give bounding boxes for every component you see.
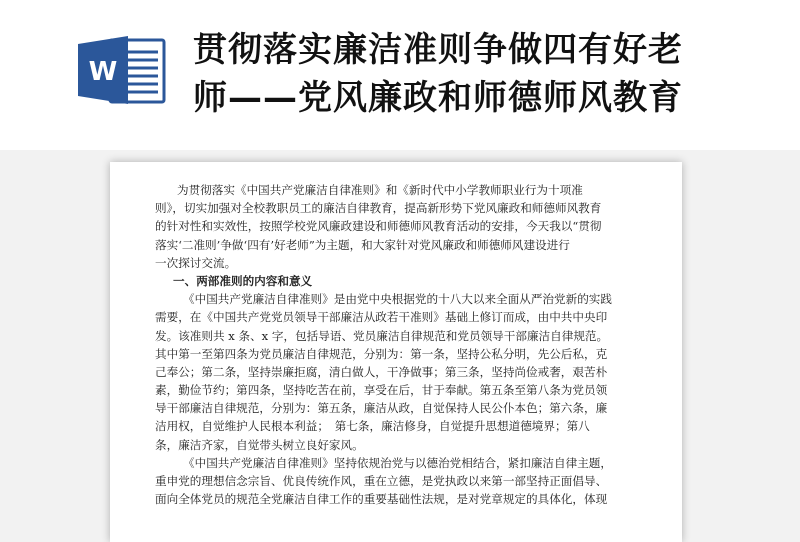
doc-line-5: 一次探讨交流。	[155, 255, 237, 270]
header-banner	[0, 0, 800, 150]
page-title	[193, 26, 793, 122]
doc-line-17: 重申党的理想信念宗旨、优良传统作风，重在立德，是党执政以来第一部坚持正面倡导、	[155, 474, 608, 488]
doc-line-4: 落实‘二准则’争做‘四有’好老师”为主题，和大家针对党风廉政和师德师风建设进行	[155, 237, 570, 252]
title-line-1: 贯彻落实廉洁准则争做四有好老	[193, 30, 683, 70]
doc-line-14: 洁用权，自觉维护人民根本利益； 第七条，廉洁修身，自觉提升思想道德境界；第八	[155, 419, 590, 434]
doc-line-12: 素，勤俭节约；第四条，坚持吃苦在前，享受在后，甘于奉献。第五条至第八条为党员领	[155, 383, 608, 398]
doc-line-11: 己奉公；第二条，坚持崇廉拒腐，清白做人，干净做事；第三条，坚持尚俭戒奢，艰苦朴	[155, 364, 608, 379]
doc-line-16: 《中国共产党廉洁自律准则》坚持依规治党与以德治党相结合，紧扣廉洁自律主题，	[183, 455, 612, 470]
doc-line-3: 的针对性和实效性，按照学校党风廉政建设和师德师风教育活动的安排，今天我以“贯彻	[155, 219, 602, 234]
document-body	[155, 181, 647, 508]
word-document-icon	[76, 34, 168, 106]
doc-line-7: 《中国共产党廉洁自律准则》是由党中央根据党的十八大以来全面从严治党新的实践	[183, 292, 612, 307]
doc-line-9: 发。该准则共 x 条、x 字，包括导语、党员廉洁自律规范和党员领导干部廉洁自律规范。	[155, 328, 609, 343]
document-page	[110, 162, 682, 542]
doc-line-18: 面向全体党员的规范全党廉洁自律工作的重要基础性法规，是对党章规定的具体化，体现	[155, 492, 608, 507]
doc-line-10: 其中第一至第四条为党员廉洁自律规范，分别为：第一条，坚持公私分明，先公后私，克	[155, 346, 608, 361]
doc-line-8: 需要，在《中国共产党党员领导干部廉洁从政若干准则》基础上修订而成，由中共中央印	[155, 310, 608, 325]
doc-line-15: 条，廉洁齐家，自觉带头树立良好家风。	[155, 437, 364, 452]
title-line-2: 师——党风廉政和师德师风教育	[193, 78, 683, 118]
section-heading: 一、两部准则的内容和意义	[173, 273, 313, 288]
word-icon-letter: W	[88, 57, 118, 87]
doc-line-1: 为贯彻落实《中国共产党廉洁自律准则》和《新时代中小学教师职业行为十项准	[177, 183, 583, 197]
doc-line-13: 导干部廉洁自律规范，分别为：第五条，廉洁从政，自觉保持人民公仆本色；第六条，廉	[155, 401, 608, 416]
doc-line-2: 则》，切实加强对全校教职员工的廉洁自律教育，提高新形势下党风廉政和师德师风教育	[155, 201, 602, 216]
